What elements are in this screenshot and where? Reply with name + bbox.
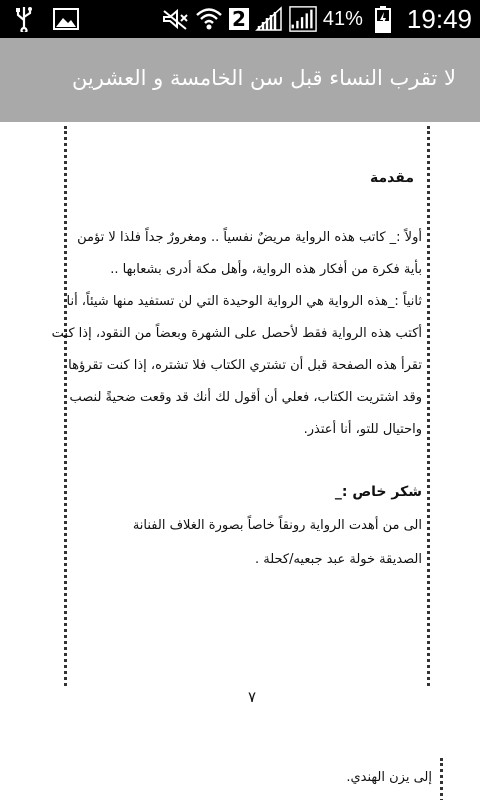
- document-page[interactable]: [0, 122, 480, 800]
- doc-line: إلى يزن الهندي.: [346, 770, 432, 785]
- image-icon: [52, 5, 80, 33]
- doc-line: الى من أهدت الرواية رونقاً خاصاً بصورة الغلاف الفنانة: [132, 518, 422, 533]
- usb-icon: [10, 5, 38, 33]
- doc-line: تقرأ هذه الصفحة قبل أن تشتري الكتاب فلا تشتره، إذا كنت تقرؤها: [68, 358, 422, 373]
- sim-label: 2: [229, 8, 249, 30]
- page-border-right: [427, 126, 430, 686]
- status-left-icons: [10, 0, 80, 38]
- status-right-icons: [161, 0, 472, 38]
- doc-line: الصديقة خولة عبد جبعيه/كحلة .: [254, 552, 422, 567]
- intro-heading: مقدمة: [370, 170, 414, 186]
- clock: 19:49: [406, 3, 472, 34]
- thanks-heading: شكر خاص :_: [334, 484, 422, 500]
- doc-line: وقد اشتريت الكتاب، فعلي أن أقول لك أنك قد وقعت ضحيةً لنصب: [69, 390, 422, 405]
- signal-icon: [289, 5, 317, 33]
- mute-icon: [161, 5, 189, 33]
- page-border-left: [64, 126, 67, 686]
- battery-percent: 41%: [322, 7, 363, 30]
- wifi-icon: [195, 5, 223, 33]
- doc-line: واحتيال للتو، أنا أعتذر.: [303, 422, 422, 437]
- battery-icon: [369, 5, 397, 33]
- doc-line: ثانياً :_هذه الرواية هي الرواية الوحيدة التي لن تستفيد منها شيئاً، أنا: [66, 294, 422, 309]
- page-number: ٧: [248, 688, 257, 706]
- doc-line: أكتب هذه الرواية فقط لأحصل على الشهرة وبعضاً من النقود، إذا كنت: [51, 326, 422, 341]
- page-border-right: [440, 758, 443, 800]
- app-bar: [0, 38, 480, 122]
- book-title: لا تقرب النساء قبل سن الخامسة و العشرين: [71, 66, 456, 90]
- status-bar: [0, 0, 480, 38]
- doc-line: أولاً :_ كاتب هذه الرواية مريضٌ نفسياً .. ومغرورٌ جداً فلذا لا تؤمن: [77, 230, 422, 245]
- doc-line: بأية فكرة من أفكار هذه الرواية، وأهل مكة أدرى بشعابها ..: [110, 262, 422, 277]
- signal-icon: [255, 5, 283, 33]
